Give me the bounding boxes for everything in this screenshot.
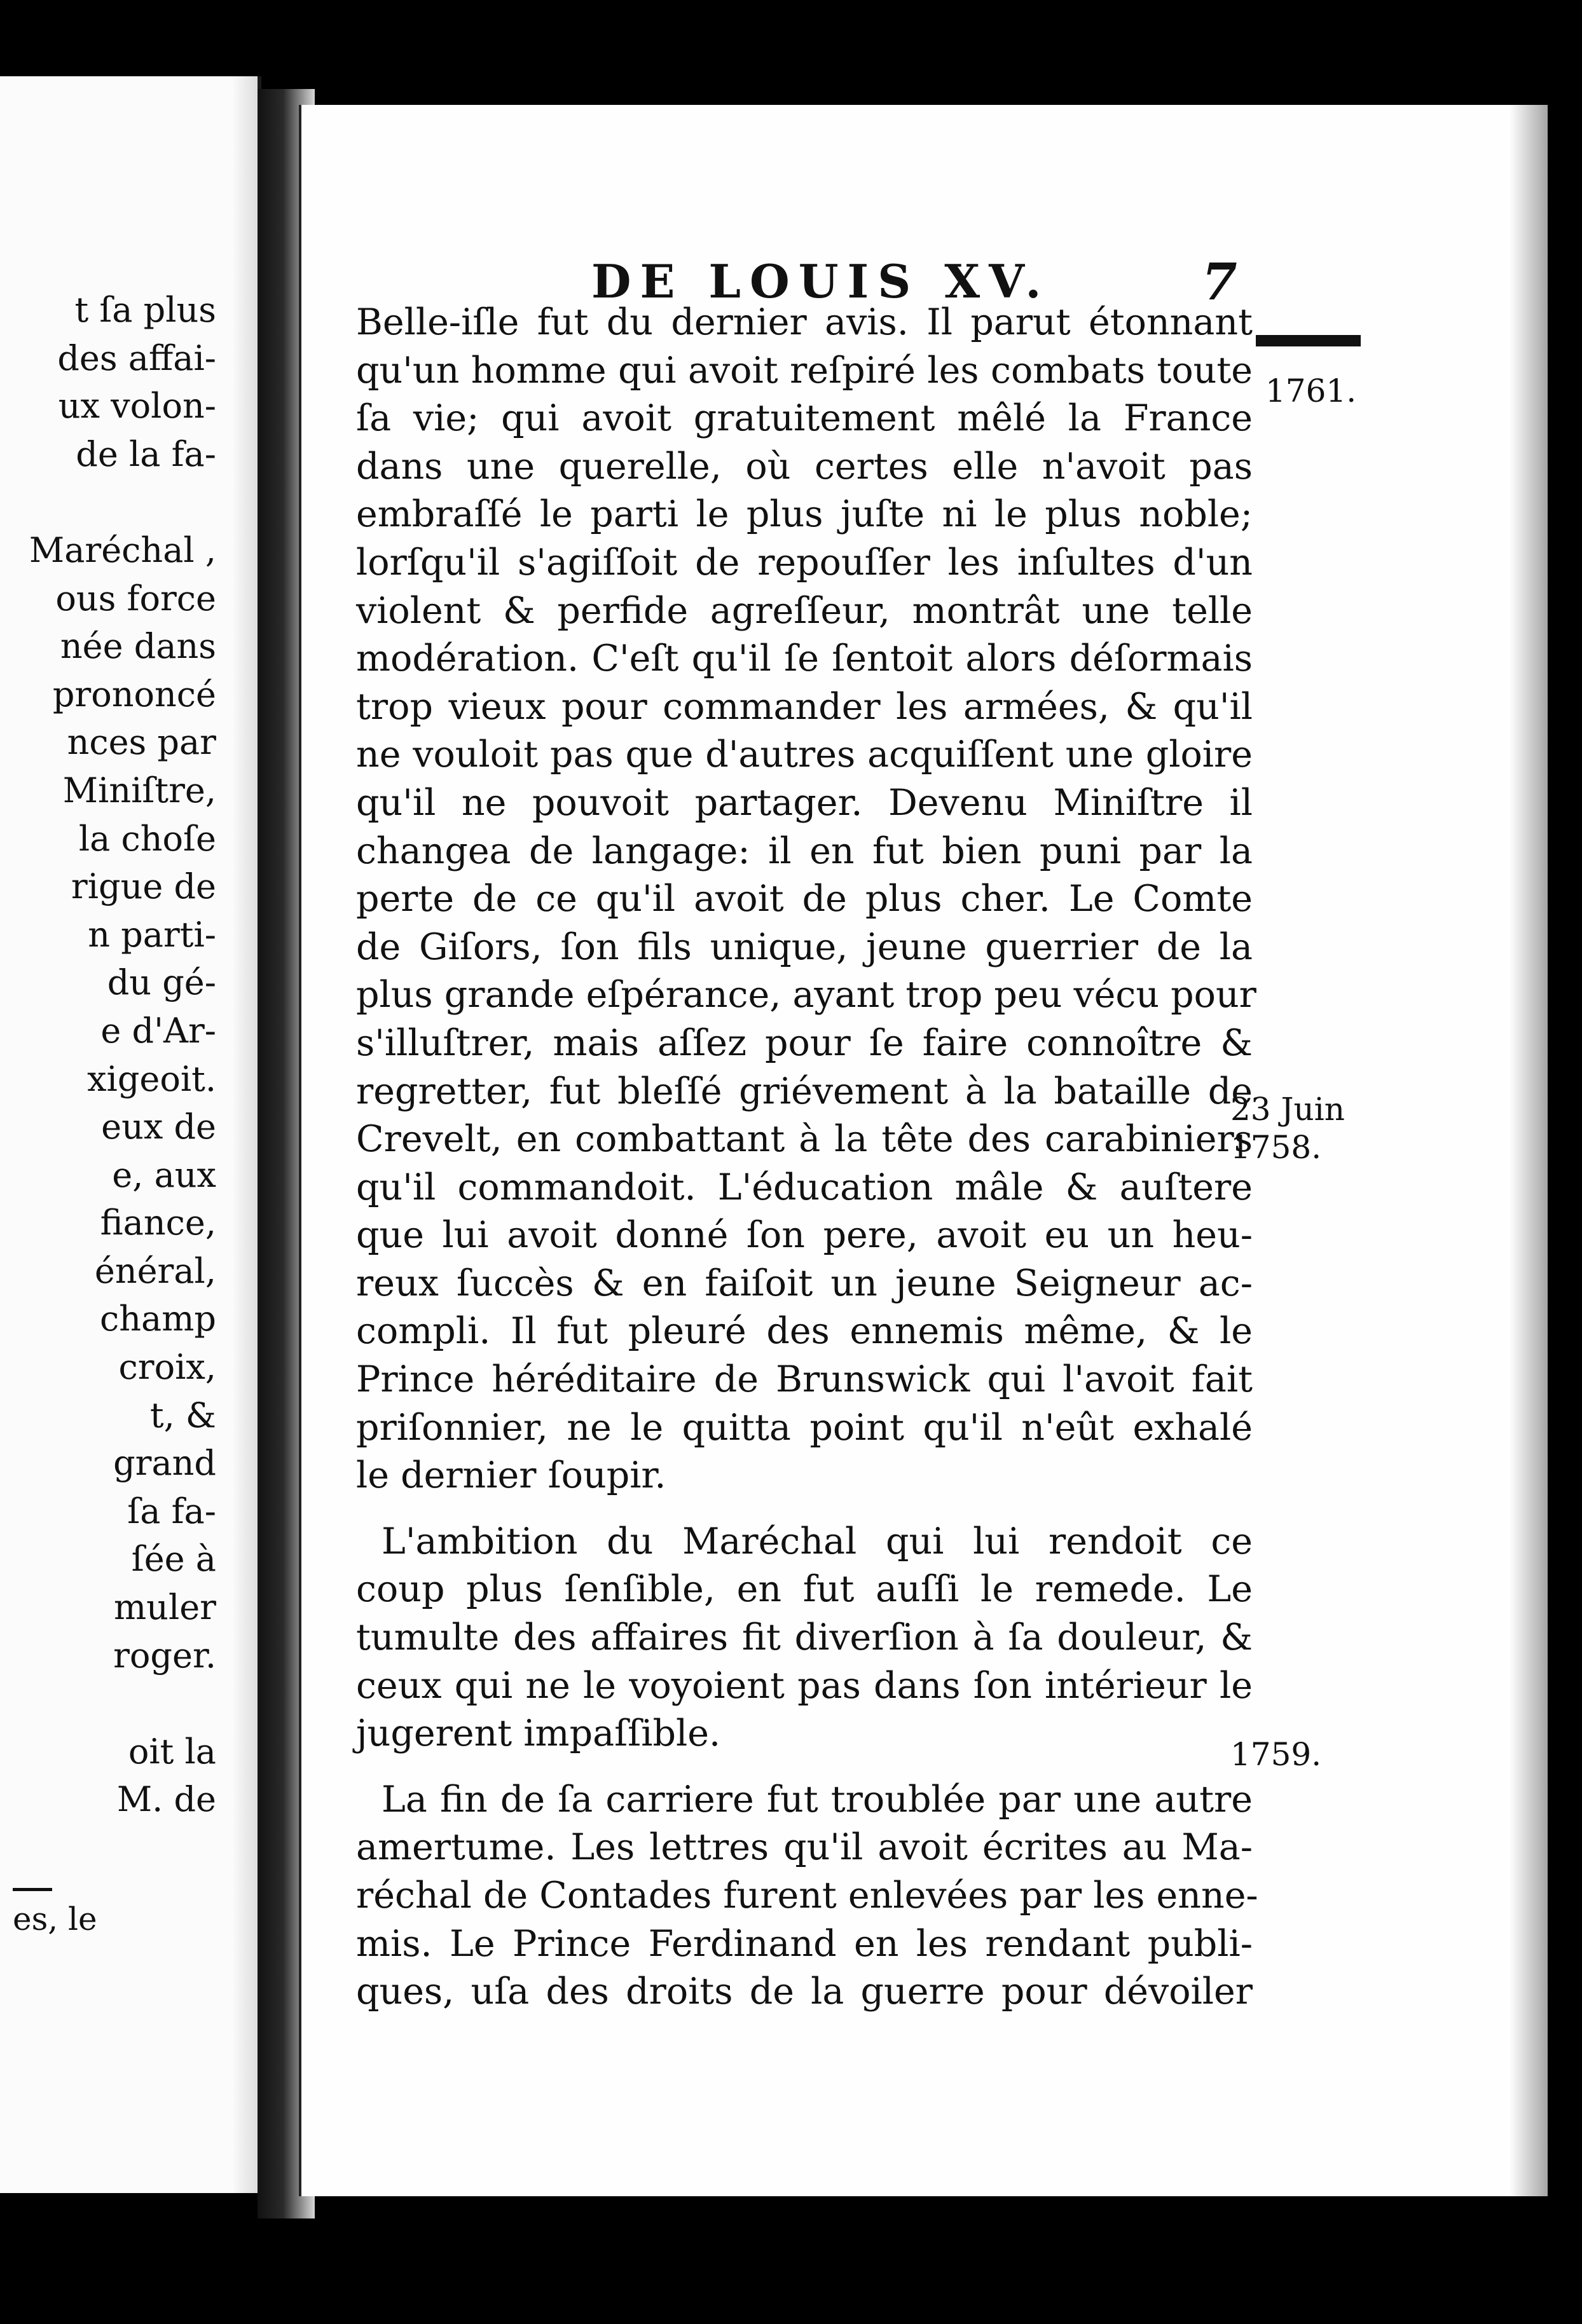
text-line: coup plus ſenſible, en fut auſſi le remede. Le xyxy=(356,1568,1253,1611)
margin-note-year: 1761. xyxy=(1265,373,1357,409)
text-line: priſonnier, ne le quitta point qu'il n'eût exhalé xyxy=(356,1406,1253,1449)
page-curl-shadow xyxy=(232,76,258,2193)
left-line: de la fa- xyxy=(76,434,216,474)
left-line: Miniſtre, xyxy=(62,770,216,810)
left-line: croix, xyxy=(118,1347,216,1388)
text-line: compli. Il fut pleuré des ennemis même, & le xyxy=(356,1310,1253,1353)
text-line: ne vouloit pas que d'autres acquiſſent une gloire xyxy=(356,734,1253,776)
left-line: née dans xyxy=(60,626,216,667)
left-facing-page xyxy=(0,76,261,2193)
left-line: fiance, xyxy=(100,1203,216,1243)
left-line: nces par xyxy=(67,722,216,763)
left-footnote-fragment: es, le xyxy=(13,1901,97,1938)
left-line: t, & xyxy=(149,1395,216,1435)
left-line: e d'Ar- xyxy=(100,1010,216,1051)
text-line: dans une querelle, où certes elle n'avoit pas xyxy=(356,445,1253,488)
text-line: lorſqu'il s'agiſſoit de repouſſer les inſultes d'un xyxy=(356,541,1253,584)
left-line: champ xyxy=(100,1299,216,1339)
text-line: modération. C'eſt qu'il ſe ſentoit alors déſormais xyxy=(356,638,1253,680)
left-line: la choſe xyxy=(78,818,216,859)
text-line: de Giſors, ſon fils unique, jeune guerrier de la xyxy=(356,926,1253,968)
text-line: que lui avoit donné ſon pere, avoit eu un heu- xyxy=(356,1214,1253,1257)
text-line: amertume. Les lettres qu'il avoit écrites au Ma- xyxy=(356,1826,1253,1869)
left-line xyxy=(6,478,216,526)
text-line: réchal de Contades furent enlevées par les enne- xyxy=(356,1875,1258,1917)
left-line: rigue de xyxy=(71,866,216,907)
margin-note-date-text: 23 Juin 1758. xyxy=(1230,1091,1345,1166)
text-line: plus grande eſpérance, ayant trop peu vécu pour xyxy=(356,974,1256,1016)
left-line: Maréchal , xyxy=(29,530,216,570)
left-line: muler xyxy=(113,1587,216,1628)
text-line: mis. Le Prince Ferdinand en les rendant publi- xyxy=(356,1922,1253,1965)
left-line xyxy=(6,1679,216,1728)
left-line: du gé- xyxy=(107,962,216,1003)
left-line: ous force xyxy=(55,578,216,619)
text-line: perte de ce qu'il avoit de plus cher. Le Comte xyxy=(356,878,1253,920)
page-edge-shadow xyxy=(1510,105,1548,2196)
page-number: 7 xyxy=(1202,252,1237,311)
text-line: ſa vie; qui avoit gratuitement mêlé la France xyxy=(356,397,1253,440)
left-line: ux volon- xyxy=(58,386,216,427)
text-line: violent & perfide agreſſeur, montrât une telle xyxy=(356,589,1253,632)
text-line: Prince héréditaire de Brunswick qui l'avoit fait xyxy=(356,1358,1253,1401)
left-line: prononcé xyxy=(52,674,216,714)
text-line: reux ſuccès & en faiſoit un jeune Seigneur ac- xyxy=(356,1262,1253,1304)
text-line: qu'un homme qui avoit reſpiré les combats toute xyxy=(356,349,1253,392)
left-line: ſée à xyxy=(131,1539,216,1580)
left-line: t ſa plus xyxy=(74,290,216,330)
text-line: ques, uſa des droits de la guerre pour dévoiler xyxy=(356,1971,1253,2013)
left-line: oit la xyxy=(128,1731,216,1772)
text-line: ceux qui ne le voyoient pas dans ſon intérieur le xyxy=(356,1664,1253,1707)
text-line: tumulte des affaires fit diverſion à ſa douleur, & xyxy=(356,1617,1253,1659)
text-line: Belle-iſle fut du dernier avis. Il parut étonnant xyxy=(356,301,1253,343)
text-line: La fin de ſa carriere fut troublée par une autre xyxy=(382,1778,1253,1821)
left-line: ſa fa- xyxy=(127,1491,216,1531)
text-line: qu'il commandoit. L'éducation mâle & auſtere xyxy=(356,1166,1253,1208)
text-line: embraſſé le parti le plus juſte ni le plus noble; xyxy=(356,493,1253,536)
left-page-text xyxy=(6,286,216,1824)
footnote-rule xyxy=(13,1888,52,1891)
left-line: grand xyxy=(113,1443,216,1484)
text-line: trop vieux pour commander les armées, & qu'il xyxy=(356,685,1253,728)
body-text xyxy=(356,299,1258,2016)
left-line: énéral, xyxy=(94,1250,216,1291)
text-line: Crevelt, en combattant à la tête des carabiniers xyxy=(356,1118,1253,1161)
text-line: qu'il ne pouvoit partager. Devenu Miniſtre il xyxy=(356,781,1253,824)
text-line: regretter, fut bleſſé griévement à la bataille de xyxy=(356,1070,1253,1112)
left-line: n parti- xyxy=(88,914,216,955)
text-line: changea de langage: il en fut bien puni par la xyxy=(356,830,1253,872)
text-line: jugerent impaſſible. xyxy=(356,1712,721,1755)
left-line: M. de xyxy=(116,1779,216,1820)
margin-rule xyxy=(1256,335,1361,346)
text-line: L'ambition du Maréchal qui lui rendoit ce xyxy=(382,1520,1253,1562)
left-line: roger. xyxy=(113,1635,216,1676)
left-line: des affai- xyxy=(57,338,216,378)
running-head: DE LOUIS XV. xyxy=(591,254,1050,308)
left-line: xigeoit. xyxy=(87,1058,216,1099)
margin-note-year: 1759. xyxy=(1230,1736,1322,1773)
text-line: le dernier ſoupir. xyxy=(356,1454,666,1497)
left-line: eux de xyxy=(101,1107,216,1147)
left-line: e, aux xyxy=(112,1154,216,1195)
text-line: s'illuſtrer, mais aſſez pour ſe faire connoître & xyxy=(356,1022,1253,1064)
